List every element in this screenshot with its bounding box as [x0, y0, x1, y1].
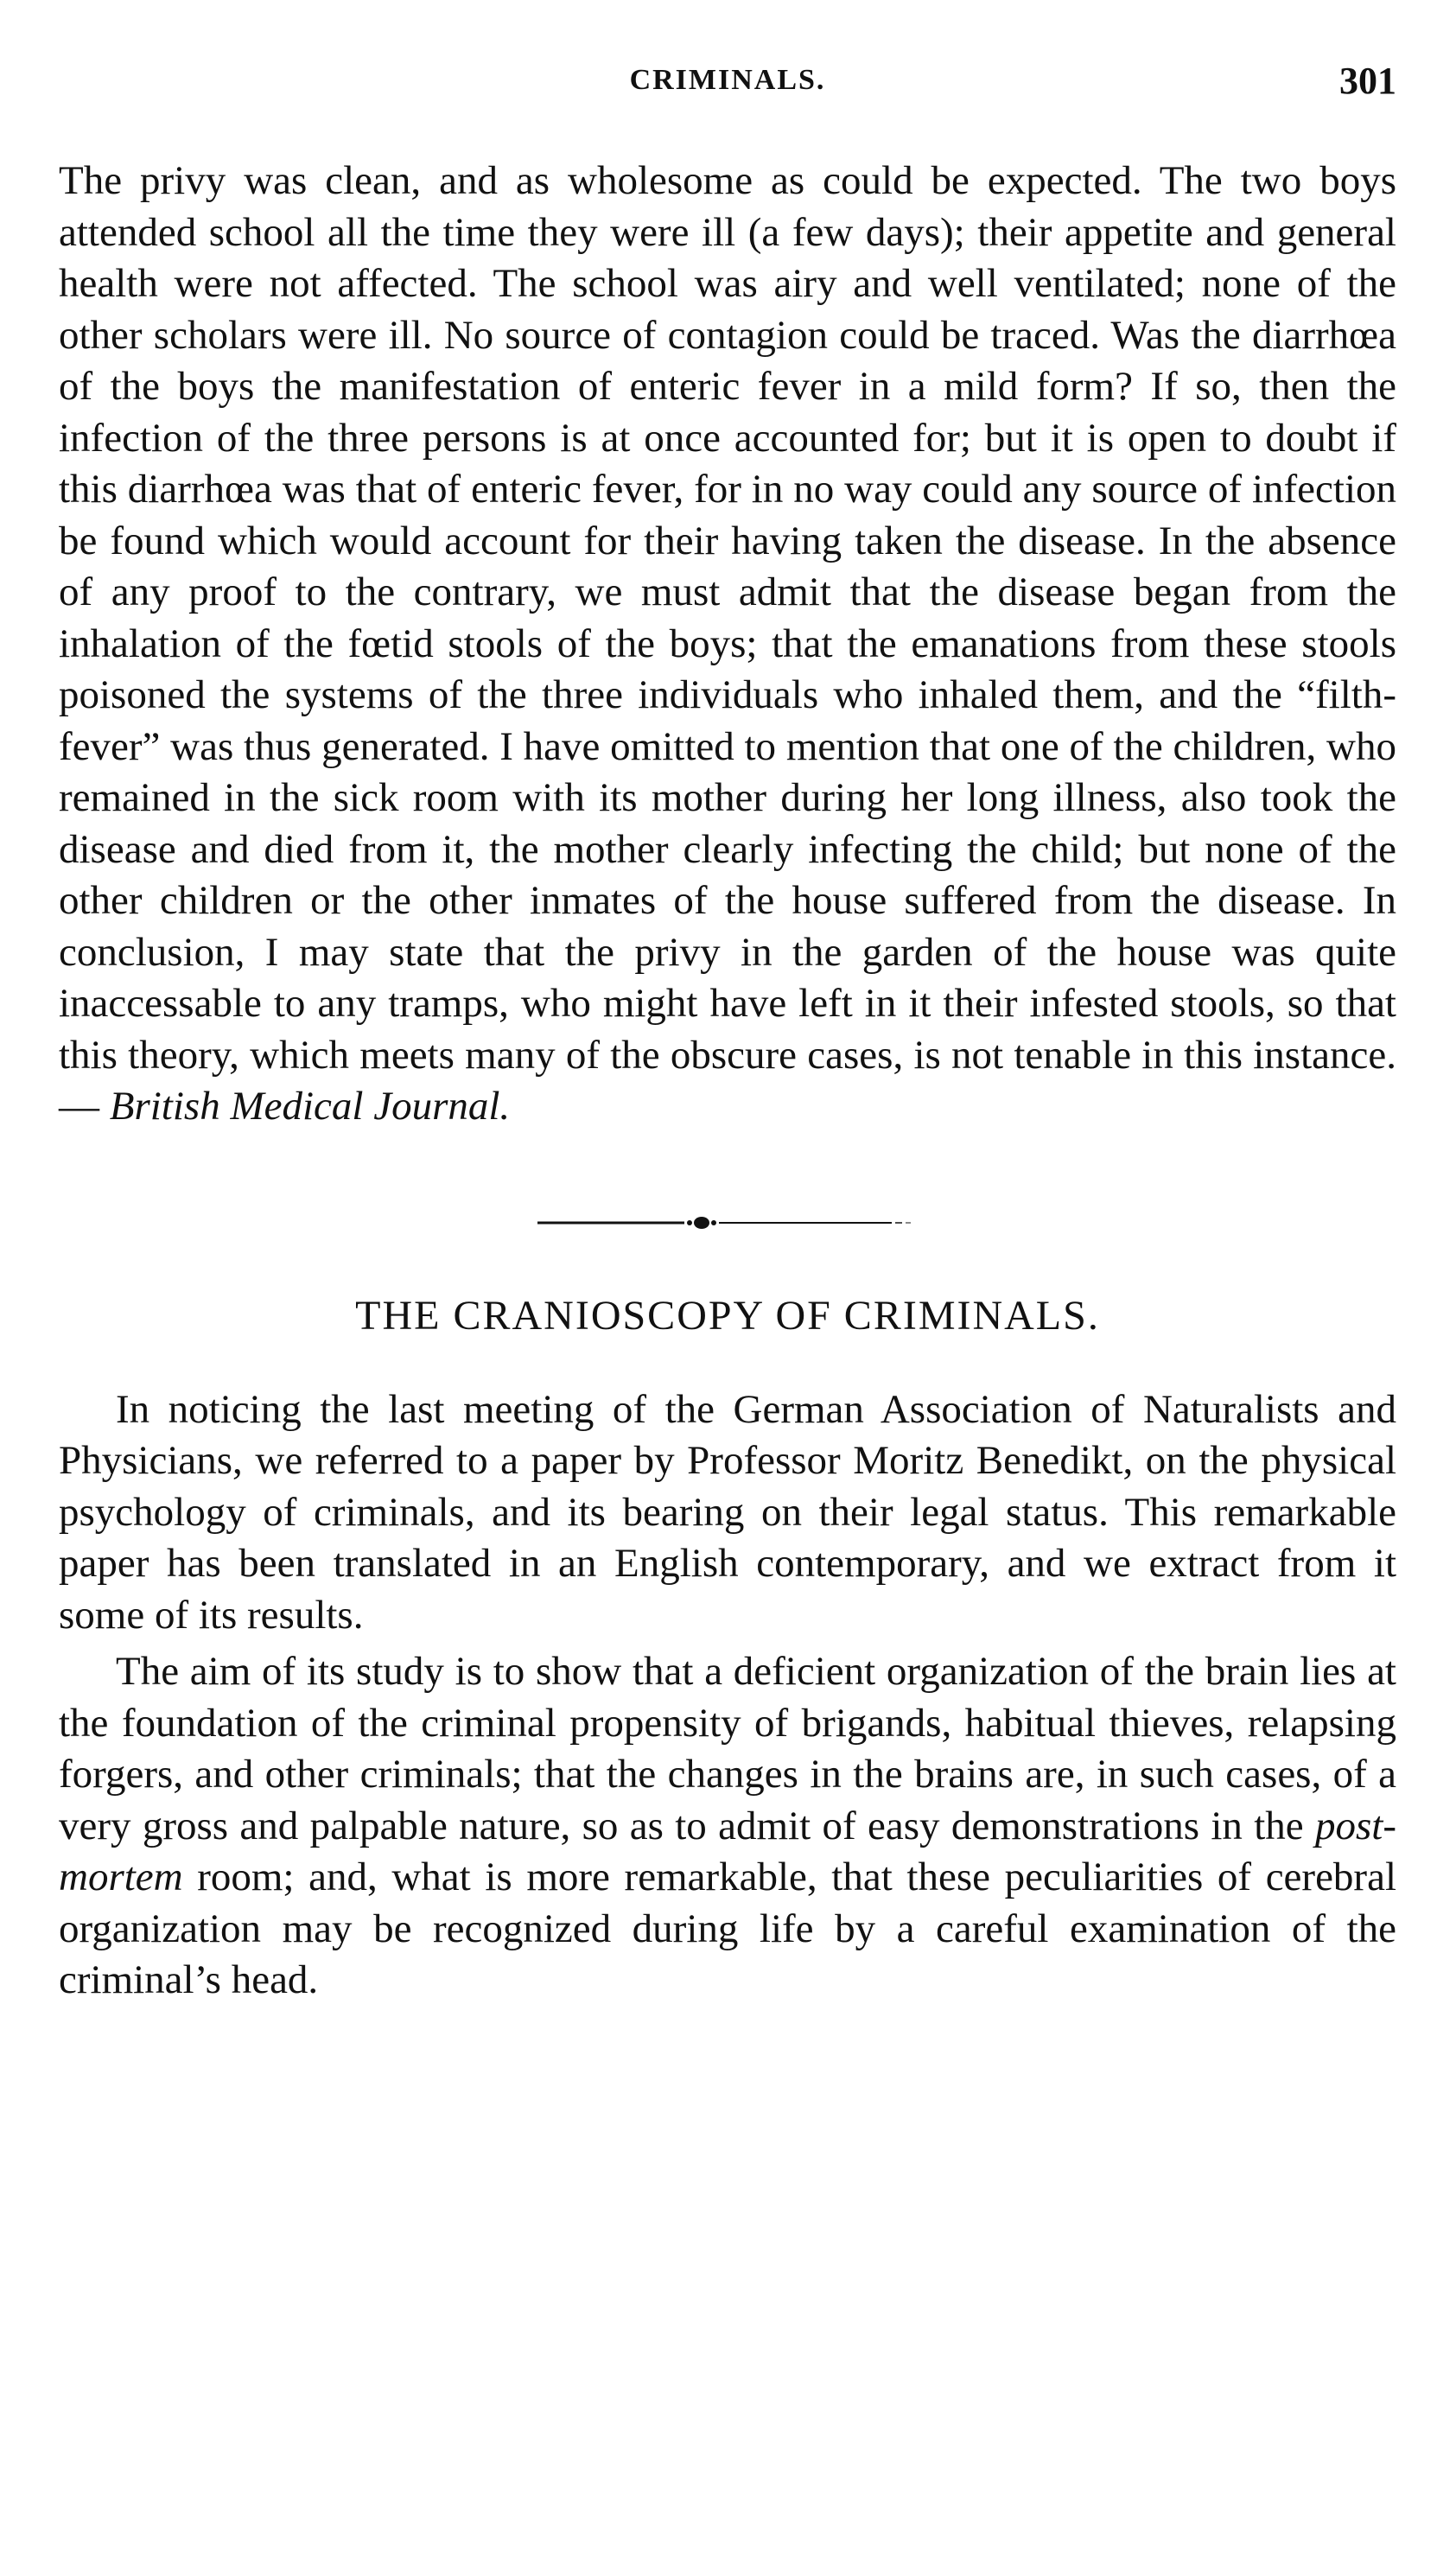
- article-body: [59, 1384, 1396, 2007]
- book-page: [59, 52, 1396, 2007]
- divider-ornament-icon: [537, 1214, 918, 1231]
- article-title: THE CRANIOSCOPY OF CRIMINALS.: [355, 1292, 1100, 1339]
- running-header: [59, 52, 1396, 112]
- article-paragraph-1: In noticing the last meeting of the German Association of Naturalists and Physicians, we referred to a paper by Professor Moritz Benedikt, on the physical psychology of criminals, and its bearing on their legal status. This remarkable paper has been translated in an English contemporary, and we extract from it some of its results.: [59, 1386, 1396, 1638]
- paragraph-2-text-end: room; and, what is more remarkable, that these peculiarities of cerebral organization may be recognized during life by a careful examination of the criminal’s head.: [59, 1855, 1396, 2002]
- running-title: CRIMINALS.: [629, 64, 826, 96]
- italic-term: post-mortem: [59, 1803, 1396, 1899]
- source-citation: British Medical Journal.: [109, 1084, 511, 1129]
- paragraph-2-text-start: The aim of its study is to show that a deficient organization of the brain lies at the foundation of the criminal propensity of brigands, habitual thieves, relapsing forgers, and other criminals; that the changes in the brains are, in such cases, of a very gross and palpable nature, so as to admit of easy demonstrations in the: [59, 1649, 1396, 1848]
- page-number: 301: [1339, 60, 1396, 102]
- article-paragraph-2: [59, 1646, 1396, 2007]
- section-divider-ornament: [537, 1214, 918, 1231]
- continued-article-text: [59, 156, 1396, 1133]
- continued-paragraph: The privy was clean, and as wholesome as could be expected. The two boys attended school all the time they were ill (a few days); their appetite and general health were not affected. The school was airy and well ventilated; none of the other scholars were ill. No source of contagion could be traced. Was the diarrhœa of the boys the manifestation of enteric fever in a mild form? If so, then the infection of the three persons is at once accounted for; but it is open to doubt if this diarrhœa was that of enteric fever, for in no way could any source of infection be found which would account for their having taken the disease. In the absence of any proof to the contrary, we must admit that the disease began from the inhalation of the fœtid stools of the boys; that the emanations from these stools poisoned the systems of the three individuals who inhaled them, and the “filth-fever” was thus generated. I have omitted to mention that one of the children, who remained in the sick room with its mother during her long illness, also took the disease and died from it, the mother clearly infecting the child; but none of the other children or the other inmates of the house suffered from the disease. In conclusion, I may state that the privy in the garden of the house was quite inaccessable to any tramps, who might have left in it their infested stools, so that this theory, which meets many of the obscure cases, is not tenable in this instance.—: [59, 158, 1396, 1129]
